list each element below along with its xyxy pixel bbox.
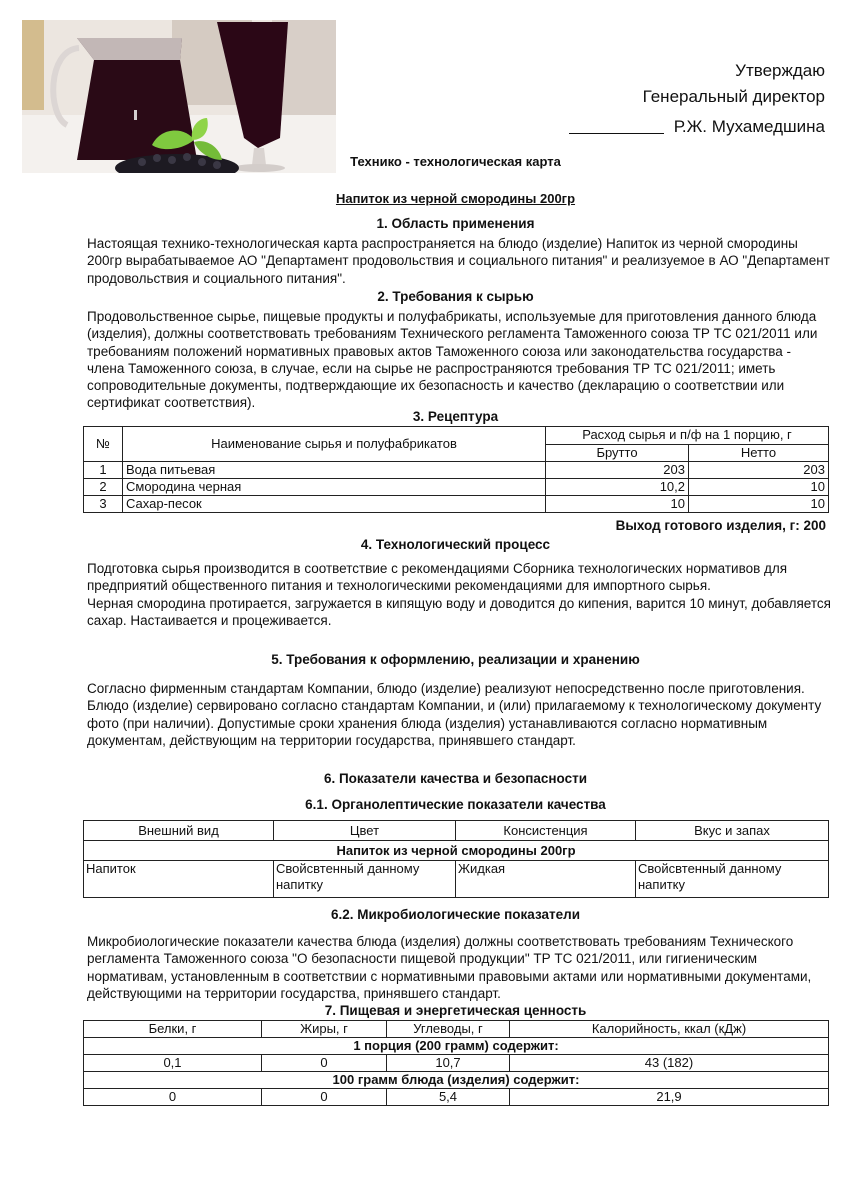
section-4-title: 4. Технологический процесс: [360, 537, 551, 552]
signatory-name: Р.Ж. Мухамедшина: [673, 117, 825, 136]
col-header-color: Цвет: [274, 821, 456, 841]
section-6-title: 6. Показатели качества и безопасности: [323, 771, 588, 786]
approve-label: Утверждаю: [735, 61, 825, 80]
cell-appearance: Напиток: [84, 861, 274, 898]
section-6-2-title: 6.2. Микробиологические показатели: [330, 907, 581, 922]
row-gross: 10,2: [546, 479, 689, 496]
group-dish-name: Напиток из черной смородины 200гр: [84, 841, 829, 861]
signature-line: [569, 119, 664, 134]
portion-label-row: [84, 1038, 829, 1055]
row-net: 203: [689, 462, 829, 479]
col-header-appearance: Внешний вид: [84, 821, 274, 841]
col-header-consumption: Расход сырья и п/ф на 1 порцию, г: [546, 427, 829, 445]
signature-block: [569, 117, 825, 137]
dish-photo: [22, 20, 336, 173]
portion-calories: 43 (182): [510, 1055, 829, 1072]
black-currant-drink-image: [22, 20, 336, 173]
per100-label: 100 грамм блюда (изделия) содержит:: [84, 1072, 829, 1089]
section-2-text: Продовольственное сырье, пищевые продукты и полуфабрикаты, используемые для приготовления данного блюда (изделия), должны соответствовать требованиям Технического регламента Таможенного союза ТР ТС 021/2011 или требованиям положений нормативных правовых актов Таможенного союза или законодательства государства - члена Таможенного союза, в случае, если на сырье не распространяются требования ТР ТС 021/2011; иметь сопроводительные документы, подтверждающие их безопасность и качество (декларацию о соответствии или сертификат соответствия).: [87, 309, 818, 410]
yield-label: Выход готового изделия, г: 200: [615, 518, 826, 533]
row-net: 10: [689, 496, 829, 513]
document-title: Технико - технологическая карта: [350, 154, 561, 169]
row-gross: 10: [546, 496, 689, 513]
col-header-gross: Брутто: [546, 444, 689, 462]
row-ingredient: Сахар-песок: [123, 496, 546, 513]
section-5-text: Согласно фирменным стандартам Компании, блюдо (изделие) реализуют непосредственно после приготовления. Блюдо (изделие) сервировано согласно стандартам Компании, и (или) прилагаемому к технологическому документу фото (при наличии). Допустимые сроки хранения блюда (изделия) устанавливаются согласно нормативным документам, действующим на территории государства, принявшего стандарт.: [87, 681, 822, 748]
section-5-title: 5. Требования к оформлению, реализации и хранению: [271, 652, 640, 667]
cell-taste-smell: Свойсвтенный данному напитку: [636, 861, 829, 898]
per100-fats: 0: [262, 1089, 387, 1106]
section-7-title: 7. Пищевая и энергетическая ценность: [324, 1003, 587, 1018]
portion-proteins: 0,1: [84, 1055, 262, 1072]
nutrition-header-row: [84, 1021, 829, 1038]
organoleptic-table: [83, 820, 829, 898]
col-header-name: Наименование сырья и полуфабрикатов: [123, 427, 546, 462]
col-header-net: Нетто: [689, 444, 829, 462]
table-row: [84, 1089, 829, 1106]
cell-consistency: Жидкая: [456, 861, 636, 898]
col-header-carbs: Углеводы, г: [387, 1021, 510, 1038]
portion-fats: 0: [262, 1055, 387, 1072]
section-2-title: 2. Требования к сырью: [377, 289, 534, 304]
recipe-header-row: [84, 427, 829, 445]
table-row: [84, 462, 829, 479]
col-header-consistency: Консистенция: [456, 821, 636, 841]
table-row: [84, 1055, 829, 1072]
nutrition-table: [83, 1020, 829, 1106]
col-header-calories: Калорийность, ккал (кДж): [510, 1021, 829, 1038]
section-6-1-title: 6.1. Органолептические показатели качества: [305, 797, 606, 812]
table-row: [84, 479, 829, 496]
organoleptic-header-row: [84, 821, 829, 841]
table-row: [84, 861, 829, 898]
section-4-text-2: Черная смородина протирается, загружается в кипящую воду и доводится до кипения, варится 10 минут, добавляется сахар. Настаивается и процеживается.: [87, 596, 831, 629]
col-header-num: №: [84, 427, 123, 462]
recipe-table: [83, 426, 829, 513]
director-position: Генеральный директор: [642, 87, 825, 106]
portion-label: 1 порция (200 грамм) содержит:: [84, 1038, 829, 1055]
row-num: 3: [84, 496, 123, 513]
portion-carbs: 10,7: [387, 1055, 510, 1072]
dish-name-title: Напиток из черной смородины 200гр: [335, 191, 576, 206]
col-header-taste-smell: Вкус и запах: [636, 821, 829, 841]
section-3-title: 3. Рецептура: [412, 409, 499, 424]
col-header-fats: Жиры, г: [262, 1021, 387, 1038]
section-1-text: Настоящая технико-технологическая карта распространяется на блюдо (изделие) Напиток из черной смородины 200гр вырабатываемое АО "Департамент продовольствия и социального питания" и реализуемое в АО "Департамент продовольствия и социального питания".: [87, 236, 830, 286]
cell-color: Свойсвтенный данному напитку: [274, 861, 456, 898]
row-ingredient: Вода питьевая: [123, 462, 546, 479]
table-row: [84, 496, 829, 513]
row-gross: 203: [546, 462, 689, 479]
per100-carbs: 5,4: [387, 1089, 510, 1106]
section-1-title: 1. Область применения: [376, 216, 535, 231]
row-num: 2: [84, 479, 123, 496]
section-6-2-text: Микробиологические показатели качества блюда (изделия) должны соответствовать требованиям Технического регламента Таможенного союза "О безопасности пищевой продукции" ТР ТС 021/2011, или гигиеническим нормативам, установленным в соответствии с нормативными правовыми актами или нормативными документами, действующими на территории государства, принявшего стандарт.: [87, 934, 812, 1001]
per100-label-row: [84, 1072, 829, 1089]
per100-calories: 21,9: [510, 1089, 829, 1106]
organoleptic-group-row: [84, 841, 829, 861]
section-4-text-1: Подготовка сырья производится в соответствие с рекомендациями Сборника технологических нормативов для предприятий общественного питания и технологическими рекомендациями для импортного сырья.: [87, 561, 788, 594]
row-num: 1: [84, 462, 123, 479]
row-net: 10: [689, 479, 829, 496]
row-ingredient: Смородина черная: [123, 479, 546, 496]
col-header-proteins: Белки, г: [84, 1021, 262, 1038]
per100-proteins: 0: [84, 1089, 262, 1106]
